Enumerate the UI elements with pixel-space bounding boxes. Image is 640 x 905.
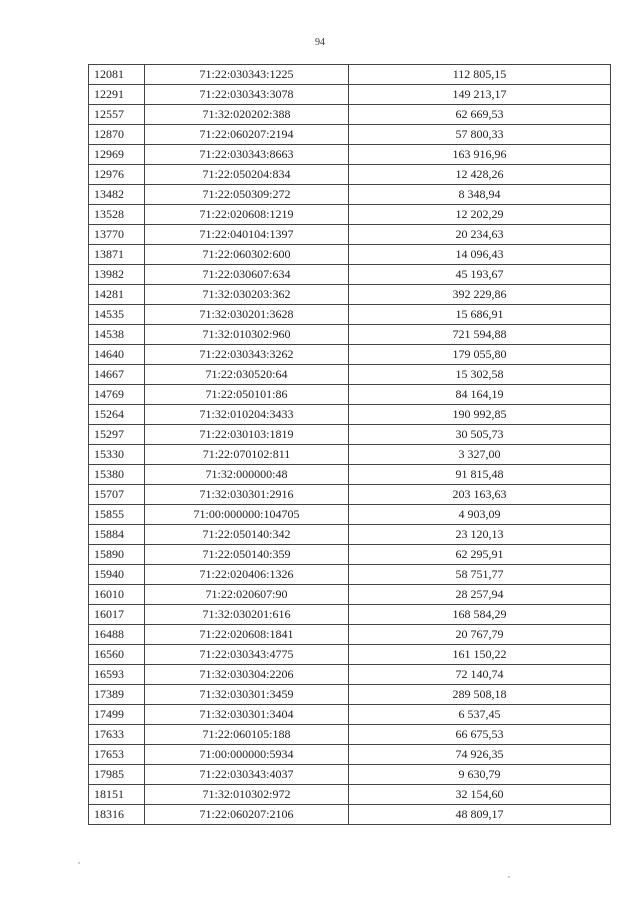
table-row: [89, 245, 611, 265]
cell-cadastral-value: 190 992,85: [349, 405, 611, 425]
table-row: [89, 625, 611, 645]
cell-record-number: 14640: [89, 345, 145, 365]
cell-record-number: 18151: [89, 785, 145, 805]
cell-cadastral-value: 149 213,17: [349, 85, 611, 105]
cell-cadastral-value: 203 163,63: [349, 485, 611, 505]
table-row: [89, 345, 611, 365]
table-row: [89, 125, 611, 145]
cell-cadastral-value: 57 800,33: [349, 125, 611, 145]
cell-cadastral-value: 12 202,29: [349, 205, 611, 225]
table-row: [89, 605, 611, 625]
cell-cadastral-value: 179 055,80: [349, 345, 611, 365]
cell-record-number: 12557: [89, 105, 145, 125]
cell-record-number: 16560: [89, 645, 145, 665]
cell-cadastral-number: 71:22:030343:1225: [145, 65, 349, 85]
cell-cadastral-number: 71:22:030343:3078: [145, 85, 349, 105]
cell-cadastral-number: 71:32:030301:3404: [145, 705, 349, 725]
cell-cadastral-value: 3 327,00: [349, 445, 611, 465]
cell-record-number: 17653: [89, 745, 145, 765]
cell-record-number: 15890: [89, 545, 145, 565]
cell-record-number: 15264: [89, 405, 145, 425]
cell-cadastral-number: 71:22:020608:1841: [145, 625, 349, 645]
cell-cadastral-value: 74 926,35: [349, 745, 611, 765]
cell-cadastral-number: 71:32:030201:616: [145, 605, 349, 625]
cell-record-number: 13528: [89, 205, 145, 225]
scan-speck: [508, 876, 510, 878]
table-row: [89, 65, 611, 85]
table-row: [89, 225, 611, 245]
cell-cadastral-number: 71:22:030343:4775: [145, 645, 349, 665]
cell-record-number: 17985: [89, 765, 145, 785]
cell-cadastral-value: 84 164,19: [349, 385, 611, 405]
cell-cadastral-value: 168 584,29: [349, 605, 611, 625]
cell-cadastral-value: 91 815,48: [349, 465, 611, 485]
cell-record-number: 14667: [89, 365, 145, 385]
cell-record-number: 12976: [89, 165, 145, 185]
cell-cadastral-value: 32 154,60: [349, 785, 611, 805]
table-row: [89, 185, 611, 205]
cell-cadastral-number: 71:22:020607:90: [145, 585, 349, 605]
cell-cadastral-value: 15 302,58: [349, 365, 611, 385]
cell-cadastral-number: 71:32:030301:2916: [145, 485, 349, 505]
table-row: [89, 765, 611, 785]
cell-cadastral-value: 4 903,09: [349, 505, 611, 525]
cell-record-number: 17633: [89, 725, 145, 745]
cell-cadastral-number: 71:22:030520:64: [145, 365, 349, 385]
table-row: [89, 565, 611, 585]
table-row: [89, 585, 611, 605]
table-row: [89, 205, 611, 225]
table-row: [89, 465, 611, 485]
cell-cadastral-number: 71:22:020406:1326: [145, 565, 349, 585]
cell-cadastral-number: 71:00:000000:5934: [145, 745, 349, 765]
table-row: [89, 665, 611, 685]
cell-cadastral-value: 62 295,91: [349, 545, 611, 565]
cell-cadastral-number: 71:22:050204:834: [145, 165, 349, 185]
cell-cadastral-value: 20 234,63: [349, 225, 611, 245]
cell-cadastral-number: 71:22:060302:600: [145, 245, 349, 265]
cell-record-number: 12870: [89, 125, 145, 145]
cell-cadastral-number: 71:32:030301:3459: [145, 685, 349, 705]
cell-cadastral-value: 163 916,96: [349, 145, 611, 165]
cell-record-number: 14769: [89, 385, 145, 405]
cell-cadastral-value: 66 675,53: [349, 725, 611, 745]
cell-cadastral-value: 161 150,22: [349, 645, 611, 665]
cell-cadastral-value: 721 594,88: [349, 325, 611, 345]
cell-record-number: 13482: [89, 185, 145, 205]
cell-record-number: 12291: [89, 85, 145, 105]
cell-record-number: 12081: [89, 65, 145, 85]
cell-cadastral-number: 71:22:050309:272: [145, 185, 349, 205]
cell-cadastral-value: 14 096,43: [349, 245, 611, 265]
cell-cadastral-number: 71:32:030304:2206: [145, 665, 349, 685]
table-row: [89, 645, 611, 665]
cell-cadastral-number: 71:22:050140:342: [145, 525, 349, 545]
table-row: [89, 365, 611, 385]
table-row: [89, 485, 611, 505]
cell-cadastral-number: 71:22:030343:3262: [145, 345, 349, 365]
cell-cadastral-value: 62 669,53: [349, 105, 611, 125]
cell-record-number: 14538: [89, 325, 145, 345]
cell-cadastral-number: 71:32:010204:3433: [145, 405, 349, 425]
cell-record-number: 16010: [89, 585, 145, 605]
cell-record-number: 15855: [89, 505, 145, 525]
cell-record-number: 15707: [89, 485, 145, 505]
cell-cadastral-value: 23 120,13: [349, 525, 611, 545]
cell-record-number: 12969: [89, 145, 145, 165]
cell-cadastral-number: 71:22:060207:2194: [145, 125, 349, 145]
table-row: [89, 305, 611, 325]
table-row: [89, 785, 611, 805]
cell-record-number: 13871: [89, 245, 145, 265]
cell-cadastral-value: 9 630,79: [349, 765, 611, 785]
table-row: [89, 445, 611, 465]
table-body: [89, 65, 611, 825]
cell-cadastral-value: 30 505,73: [349, 425, 611, 445]
cell-record-number: 16488: [89, 625, 145, 645]
table-row: [89, 525, 611, 545]
cell-cadastral-number: 71:22:050101:86: [145, 385, 349, 405]
cell-record-number: 15330: [89, 445, 145, 465]
table-row: [89, 265, 611, 285]
cell-cadastral-value: 8 348,94: [349, 185, 611, 205]
cell-record-number: 16593: [89, 665, 145, 685]
cell-cadastral-number: 71:22:030103:1819: [145, 425, 349, 445]
cell-record-number: 18316: [89, 805, 145, 825]
cell-cadastral-number: 71:32:030201:3628: [145, 305, 349, 325]
cell-cadastral-value: 20 767,79: [349, 625, 611, 645]
cell-cadastral-number: 71:22:030343:4037: [145, 765, 349, 785]
table-row: [89, 105, 611, 125]
cell-cadastral-number: 71:32:020202:388: [145, 105, 349, 125]
cell-cadastral-number: 71:22:020608:1219: [145, 205, 349, 225]
cell-cadastral-number: 71:22:030607:634: [145, 265, 349, 285]
cell-cadastral-number: 71:22:050140:359: [145, 545, 349, 565]
table-row: [89, 85, 611, 105]
cell-cadastral-number: 71:00:000000:104705: [145, 505, 349, 525]
cell-record-number: 16017: [89, 605, 145, 625]
table-row: [89, 145, 611, 165]
cell-record-number: 15884: [89, 525, 145, 545]
table-row: [89, 405, 611, 425]
cell-cadastral-value: 45 193,67: [349, 265, 611, 285]
table-row: [89, 425, 611, 445]
cell-record-number: 15940: [89, 565, 145, 585]
cell-record-number: 14535: [89, 305, 145, 325]
scan-speck: [78, 862, 80, 864]
table-row: [89, 165, 611, 185]
table-row: [89, 505, 611, 525]
cell-record-number: 17389: [89, 685, 145, 705]
cell-record-number: 14281: [89, 285, 145, 305]
table-row: [89, 385, 611, 405]
cell-cadastral-value: 28 257,94: [349, 585, 611, 605]
cell-cadastral-value: 12 428,26: [349, 165, 611, 185]
cell-record-number: 17499: [89, 705, 145, 725]
cell-cadastral-value: 48 809,17: [349, 805, 611, 825]
cell-record-number: 15297: [89, 425, 145, 445]
table-row: [89, 745, 611, 765]
cell-cadastral-number: 71:32:000000:48: [145, 465, 349, 485]
table-row: [89, 805, 611, 825]
cell-cadastral-value: 58 751,77: [349, 565, 611, 585]
cell-cadastral-number: 71:22:030343:8663: [145, 145, 349, 165]
cell-cadastral-value: 392 229,86: [349, 285, 611, 305]
cell-cadastral-number: 71:22:070102:811: [145, 445, 349, 465]
cadastral-value-table: [88, 64, 611, 825]
cell-cadastral-number: 71:22:060207:2106: [145, 805, 349, 825]
cell-record-number: 13770: [89, 225, 145, 245]
table-row: [89, 725, 611, 745]
cell-cadastral-number: 71:32:030203:362: [145, 285, 349, 305]
cell-record-number: 15380: [89, 465, 145, 485]
cell-cadastral-number: 71:32:010302:972: [145, 785, 349, 805]
cell-cadastral-value: 72 140,74: [349, 665, 611, 685]
table-row: [89, 705, 611, 725]
cell-cadastral-value: 112 805,15: [349, 65, 611, 85]
page-number: 94: [315, 37, 325, 48]
table-row: [89, 685, 611, 705]
cell-cadastral-number: 71:32:010302:960: [145, 325, 349, 345]
table-row: [89, 545, 611, 565]
table-row: [89, 285, 611, 305]
cell-cadastral-number: 71:22:060105:188: [145, 725, 349, 745]
cell-cadastral-number: 71:22:040104:1397: [145, 225, 349, 245]
table-row: [89, 325, 611, 345]
cell-record-number: 13982: [89, 265, 145, 285]
cell-cadastral-value: 6 537,45: [349, 705, 611, 725]
cell-cadastral-value: 289 508,18: [349, 685, 611, 705]
cell-cadastral-value: 15 686,91: [349, 305, 611, 325]
